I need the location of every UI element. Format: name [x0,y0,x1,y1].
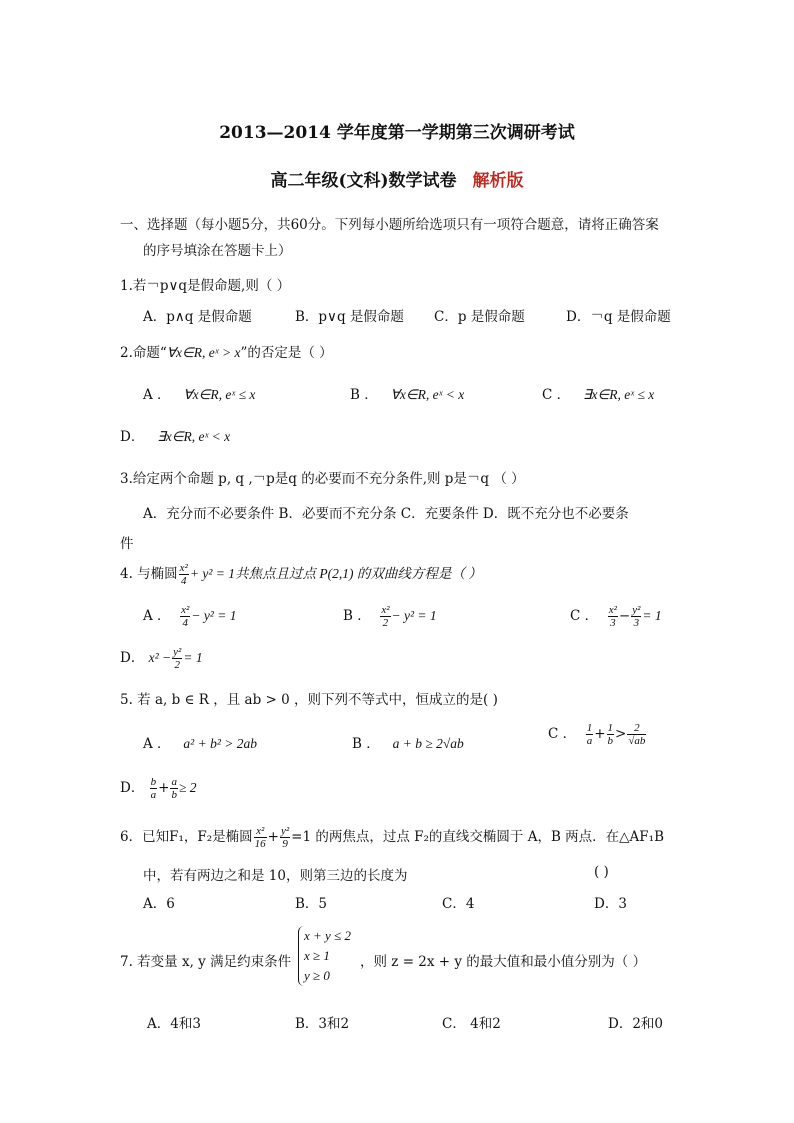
question-6-stem: 6．已知F₁，F₂是椭圆 $\frac{\text{x²}}{16}$ + $\frac{\text{y²}}{9}$ =1 的两焦点，过点 F₂的直线交椭圆于 A，B 两点．在△AF₁B [120,825,665,850]
section-heading-cont: 的序号填涂在答题卡上） [143,243,292,259]
question-4-option-c: C ． $\frac{\text{x²}}{3}$ − $\frac{\text{y²}}{3}$ = 1 [570,604,662,629]
question-7-option-b: B．3和2 [295,1016,350,1032]
question-7-stem-pre: 7. 若变量 x, y 满足约束条件 [120,954,292,970]
question-3-options: A．充分而不必要条件 B．必要而不充分条 C．充要条件 D．既不充分也不必要条 [143,506,629,522]
question-7-option-d: D．2和0 [608,1016,664,1032]
answer-key-tag: 解析版 [472,171,524,191]
question-6-option-a: A．6 [143,896,175,912]
question-2-option-c: C ． ∃x∈R, eˣ ≤ x [542,387,655,403]
question-5-option-b: B ． a + b ≥ 2√ab [352,736,464,752]
question-6-stem-cont: 中，若有两边之和是 10，则第三边的长度为 [143,868,408,884]
question-2-option-a: A ． ∀x∈R, eˣ ≤ x [143,387,256,403]
subtitle-main: 高二年级(文科)数学试卷 [270,171,457,191]
question-6-option-b: B．5 [295,896,328,912]
question-6-option-d: D．3 [594,896,627,912]
question-4-option-d: D． x² − $\frac{\text{y²}}{2}$ = 1 [120,646,203,671]
question-2-stem: 2.命题“∀x∈R, eˣ > x”的否定是（ ） [120,345,333,361]
question-3-options-cont: 件 [120,536,134,552]
question-5-stem: 5. 若 a, b ∈ R ，且 ab > 0 ，则下列不等式中，恒成立的是( ) [120,692,498,708]
section-heading: 一、选择题（每小题5分，共60分。下列每小题所给选项只有一项符合题意，请将正确答案 [120,217,659,233]
question-2-option-d: D． ∃x∈R, eˣ < x [120,429,231,445]
question-1-option-b: B．p∨q 是假命题 [295,309,404,325]
question-2-option-b: B ． ∀x∈R, eˣ < x [350,387,465,403]
question-1-option-c: C．p 是假命题 [434,309,525,325]
question-4-option-a: A ． $\frac{\text{x²}}{4}$ − y² = 1 [143,604,237,629]
question-4-option-b: B ． $\frac{\text{x²}}{2}$ − y² = 1 [343,604,437,629]
question-1-option-d: D．￢q 是假命题 [566,309,671,325]
constraint-system: x + y ≤ 2 x ≥ 1 y ≥ 0 [298,926,351,986]
question-7-option-c: C． 4和2 [442,1016,501,1032]
exam-subtitle [0,166,794,191]
question-1-stem: 1.若￢p∨q是假命题,则（ ） [120,278,291,294]
exam-title: 2013—2014 学年度第一学期第三次调研考试 [219,123,575,143]
ellipse-fraction: $\frac{\text{x²}}{4}$ [179,562,188,587]
question-3-stem: 3.给定两个命题 p, q ,￢p是q 的必要而不充分条件,则 p是￢q （ ） [120,471,525,487]
question-1-option-a: A．p∧q 是假命题 [143,309,252,325]
question-5-option-d: D． $\frac{b}{a}$ + $\frac{a}{b}$ ≥ 2 [120,776,197,801]
question-6-answer-paren: ( ) [594,864,609,880]
question-7-stem-post: ，则 z = 2x + y 的最大值和最小值分别为（ ） [360,954,647,970]
question-7-option-a: A．4和3 [147,1016,201,1032]
question-5-option-a: A ． a² + b² > 2ab [143,736,257,752]
question-5-option-c: C ． $\frac{1}{a}$ + $\frac{1}{b}$ > $\frac{2}{√ab}$ [548,722,646,747]
question-6-option-c: C．4 [442,896,475,912]
question-4-stem: 4. 与椭圆 $\frac{\text{x²}}{4}$ + y² = 1共焦点且过点 P(2,1) 的双曲线方程是（ ） [120,562,482,587]
